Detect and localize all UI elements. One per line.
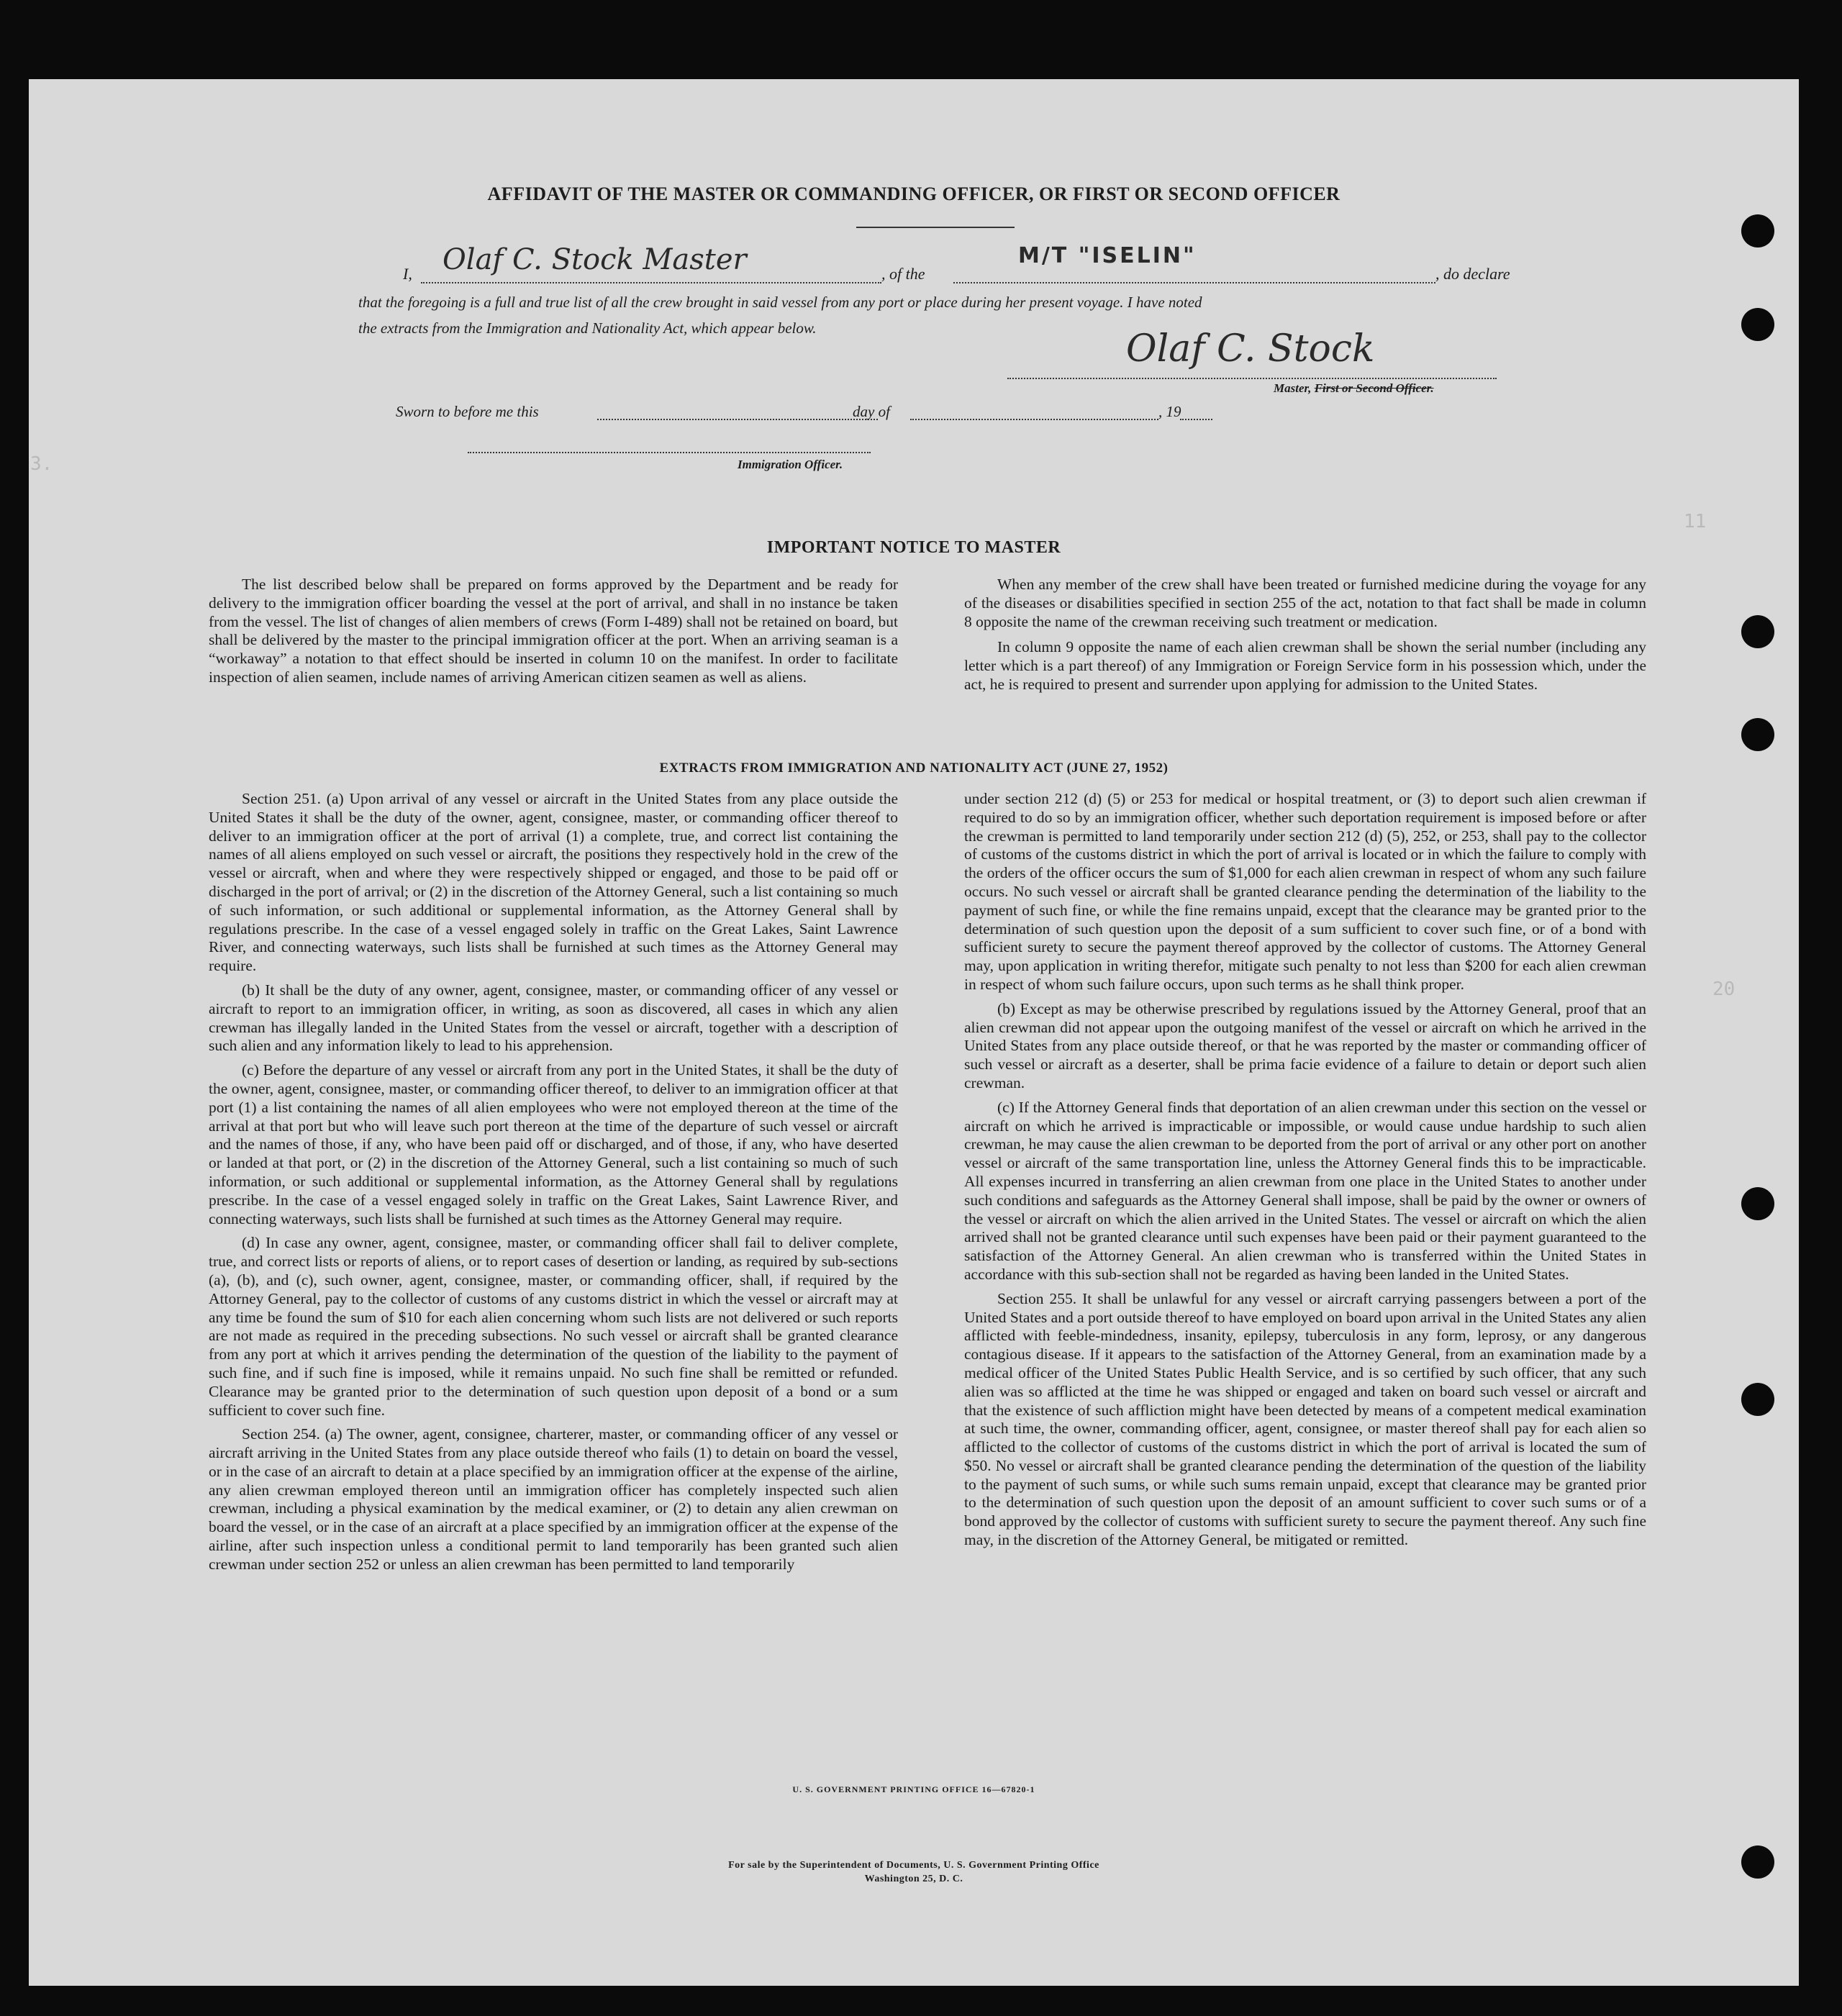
- punch-hole: [1741, 1845, 1774, 1879]
- notice-left-column: [209, 576, 898, 694]
- signature-line: [1007, 378, 1497, 379]
- year-label: , 19: [1158, 403, 1181, 420]
- name-field-line: [421, 282, 881, 283]
- signature-caption: [1274, 381, 1434, 396]
- extract-paragraph: Section 255. It shall be unlawful for any vessel or aircraft carrying passengers between a port of the United States and a port outside thereof to have employed on board upon arrival in the United States any alien afflicted with feeble-mindedness, insanity, epilepsy, tuberculosis in any form, leprosy, or any dangerous contagious disease. If it appears to the satisfaction of the Attorney General, from an examination made by a medical officer of the United States Public Health Service, and is so certified by such officer, that any such alien was so afflicted at the time he was shipped or engaged and taken on board such vessel or aircraft and that the existence of such affliction might have been detected by means of a competent medical examination at such time, the owner, commanding officer, agent, consignee, or master thereof shall pay for each alien so afflicted to the collector of customs of the customs district in which the port of arrival is located the sum of $50. No vessel or aircraft shall be granted clearance pending the determination of the question of the liability to the payment of such sums, or while such sums remain unpaid, except that clearance may be granted prior to the determination of such question upon the deposit of an amount sufficient to cover such sums or of a bond approved by the collector of customs with sufficient surety to secure the payment thereof. Any such fine may, in the discretion of the Attorney General, be mitigated or remitted.: [964, 1289, 1646, 1549]
- sale-notice-2: Washington 25, D. C.: [864, 1874, 963, 1884]
- punch-hole: [1741, 615, 1774, 648]
- sworn-label: Sworn to before me this: [396, 403, 539, 420]
- bleed-through-text: 11: [1684, 511, 1707, 532]
- punch-hole: [1741, 718, 1774, 751]
- punch-hole: [1741, 1187, 1774, 1220]
- do-declare-label: , do declare: [1435, 265, 1510, 283]
- day-of-label: day of: [853, 403, 890, 420]
- extracts-left-column: [209, 790, 898, 1580]
- statement-line-1: that the foregoing is a full and true list of all the crew brought in said vessel from any port or place during her present voyage. I have noted: [358, 294, 1202, 311]
- punch-hole: [1741, 214, 1774, 248]
- sworn-day-line: [597, 419, 878, 420]
- notice-paragraph: In column 9 opposite the name of each alien crewman shall be shown the serial number (including any letter which is a part thereof) of any Immigration or Foreign Service form in his possession which, under the act, he is required to present and surrender upon applying for admission to the United States.: [964, 638, 1646, 693]
- title-rule: [856, 227, 1015, 228]
- extract-paragraph: Section 251. (a) Upon arrival of any vessel or aircraft in the United States from any place outside the United States it shall be the duty of the owner, agent, consignee, master, or commanding officer thereof to deliver to an immigration officer at the port of arrival (1) a complete, true, and correct list containing the names of all aliens employed on such vessel or aircraft, the positions they respectively hold in the crew of the vessel or aircraft, when and where they were respectively shipped or engaged, and those to be paid off or discharged in the port of arrival; or (2) in the discretion of the Attorney General, such a list containing so much of such information, or such additional or supplemental information, as the Attorney General shall by regulations prescribe. In the case of a vessel engaged solely in traffic on the Great Lakes, Saint Lawrence River, and connecting waterways, such lists shall be furnished at such times as the Attorney General may require.: [209, 790, 898, 975]
- master-name-handwritten: Olaf C. Stock Master: [443, 243, 747, 276]
- extract-paragraph: (c) If the Attorney General finds that deportation of an alien crewman under this section on the vessel or aircraft on which he arrived is impracticable or impossible, or would cause undue hardship to such alien crewman, he may cause the alien crewman to be deported from the port of arrival or any other port on another vessel or aircraft of the same transportation line, unless the Attorney General finds this to be impracticable. All expenses incurred in transferring an alien crewman from one place in the United States to another under such conditions and safeguards as the Attorney General shall impose, shall be paid by the owner or owners of the vessel or aircraft on which the alien arrived in the United States. The vessel or aircraft on which the alien arrived shall not be granted clearance until such expenses have been paid or their payment guaranteed to the satisfaction of the Attorney General. An alien crewman who is transferred within the United States in accordance with this sub-section shall not be regarded as having been landed in the United States.: [964, 1098, 1646, 1283]
- notice-title: IMPORTANT NOTICE TO MASTER: [766, 538, 1061, 557]
- sale-notice-1: For sale by the Superintendent of Documents, U. S. Government Printing Office: [728, 1860, 1099, 1871]
- notice-paragraph: The list described below shall be prepared on forms approved by the Department and be ready for delivery to the immigration officer boarding the vessel at the port of arrival, and shall in no instance be taken from the vessel. The list of changes of alien members of crews (Form I-489) shall not be retained on board, but shall be delivered by the master to the principal immigration officer at the port. When an arriving seaman is a “workaway” a notation to that effect should be inserted in column 10 on the manifest. In order to facilitate inspection of alien seamen, include names of arriving American citizen seamen as well as aliens.: [209, 576, 898, 686]
- master-signature: Olaf C. Stock: [1126, 327, 1375, 371]
- sworn-month-line: [910, 419, 1158, 420]
- notice-paragraph: When any member of the crew shall have been treated or furnished medicine during the voyage for any of the diseases or disabilities specified in section 255 of the act, notation to that fact shall be made in column 8 opposite the name of the crewman receiving such treatment or medication.: [964, 576, 1646, 630]
- master-caption: Master,: [1274, 381, 1312, 395]
- statement-line-2: the extracts from the Immigration and Nationality Act, which appear below.: [358, 319, 817, 337]
- punch-hole: [1741, 1383, 1774, 1416]
- extract-paragraph: (b) It shall be the duty of any owner, agent, consignee, master, or commanding officer of any vessel or aircraft to report to an immigration officer, in writing, as soon as discovered, all cases in which any alien crewman has illegally landed in the United States from the vessel or aircraft, together with a description of such alien and any information likely to lead to his apprehension.: [209, 981, 898, 1055]
- extract-paragraph: Section 254. (a) The owner, agent, consignee, charterer, master, or commanding officer of any vessel or aircraft arriving in the United States from any place outside thereof who fails (1) to detain on board the vessel, or in the case of an aircraft to detain at a place specified by an immigration officer at the expense of the airline, any alien crewman employed thereon until an immigration officer has completely inspected such alien crewman, including a physical examination by the medical examiner, or (2) to detain any alien crewman on board the vessel, or in the case of an aircraft at a place specified by an immigration officer at the expense of the airline, after such inspection unless a conditional permit to land temporarily has been granted such alien crewman under section 252 or unless an alien crewman has been permitted to land temporarily: [209, 1425, 898, 1573]
- officer-caption: Immigration Officer.: [738, 458, 843, 471]
- bleed-through-text: 20: [1712, 979, 1736, 1000]
- gpo-imprint: U. S. GOVERNMENT PRINTING OFFICE 16—67820-1: [792, 1784, 1035, 1794]
- notice-right-column: [964, 576, 1646, 701]
- bleed-through-text: 3.: [30, 453, 53, 475]
- extract-paragraph: (d) In case any owner, agent, consignee, master, or commanding officer shall fail to deliver complete, true, and correct lists or reports of aliens, or to report cases of desertion or landing, as required by sub-sections (a), (b), and (c), such owner, agent, consignee, master, or commanding officer, shall, if required by the Attorney General, pay to the collector of customs of any customs district in which the vessel or aircraft may at any time be found the sum of $10 for each alien concerning whom such lists are not delivered or such reports are not made as required in the preceding subsections. No such vessel or aircraft shall be granted clearance from any port at which it arrives pending the determination of the question of the liability to the payment of such fine, and if such fine is imposed, while it remains unpaid. No such fine shall be remitted or refunded. Clearance may be granted prior to the determination of such question upon deposit of a bond or a sum sufficient to cover such fine.: [209, 1234, 898, 1419]
- of-the-label: , of the: [881, 265, 925, 283]
- affidavit-title: AFFIDAVIT OF THE MASTER OR COMMANDING OFFICER, OR FIRST OR SECOND OFFICER: [487, 183, 1340, 204]
- struck-caption: First or Second Officer.: [1314, 381, 1434, 395]
- extracts-title: EXTRACTS FROM IMMIGRATION AND NATIONALITY ACT (JUNE 27, 1952): [659, 760, 1169, 776]
- document-page: [29, 79, 1799, 1986]
- vessel-name-stamp: M/T "ISELIN": [1018, 243, 1197, 268]
- punch-hole: [1741, 308, 1774, 341]
- i-label: I,: [403, 265, 412, 283]
- extract-paragraph: (c) Before the departure of any vessel or aircraft from any port in the United States, it shall be the duty of the owner, agent, consignee, master, or commanding officer thereof, to deliver to an immigration officer at that port (1) a list containing the names of all alien employees who were not employed thereon at the time of the arrival at that port but who will leave such port thereon at the time of the departure of such vessel or aircraft and the names of those, if any, who have been paid off or discharged, and of those, if any, who have deserted or landed at that port, or (2) in the discretion of the Attorney General, such a list containing so much of such information, or such additional or supplemental information, as the Attorney General shall by regulations prescribe. In the case of a vessel engaged solely in traffic on the Great Lakes, Saint Lawrence River, and connecting waterways, such lists shall be furnished at such times as the Attorney General may require.: [209, 1061, 898, 1227]
- officer-signature-line: [468, 452, 871, 453]
- vessel-field-line: [953, 282, 1435, 283]
- sworn-year-line: [1180, 419, 1212, 420]
- extract-paragraph: (b) Except as may be otherwise prescribed by regulations issued by the Attorney General, proof that an alien crewman did not appear upon the outgoing manifest of the vessel or aircraft on which he arrived in the United States from any place outside thereof, or that he was reported by the master or commanding officer of such vessel or aircraft as a deserter, shall be prima facie evidence of a failure to detain or deport such alien crewman.: [964, 999, 1646, 1091]
- extracts-right-column: [964, 790, 1646, 1556]
- extract-paragraph: under section 212 (d) (5) or 253 for medical or hospital treatment, or (3) to deport such alien crewman if required to do so by an immigration officer, whether such deportation requirement is imposed before or after the crewman is permitted to land temporarily under section 212 (d) (5), 252, or 253, shall pay to the collector of customs of the customs district in which the port of arrival is located or in which the failure to comply with the orders of the officer occurs the sum of $1,000 for each alien crewman in respect of whom any such failure occurs. No such vessel or aircraft shall be granted clearance pending the determination of the liability to the payment of such fine, or while the fine remains unpaid, except that the clearance may be granted prior to the determination of such question upon the deposit of a sum sufficient to cover such fine, or of a bond with sufficient surety to secure the payment thereof approved by the collector of customs. The Attorney General may, upon application in writing therefor, mitigate such penalty to not less than $200 for each alien crewman in respect of whom such failure occurs, upon such terms as he shall think proper.: [964, 790, 1646, 993]
